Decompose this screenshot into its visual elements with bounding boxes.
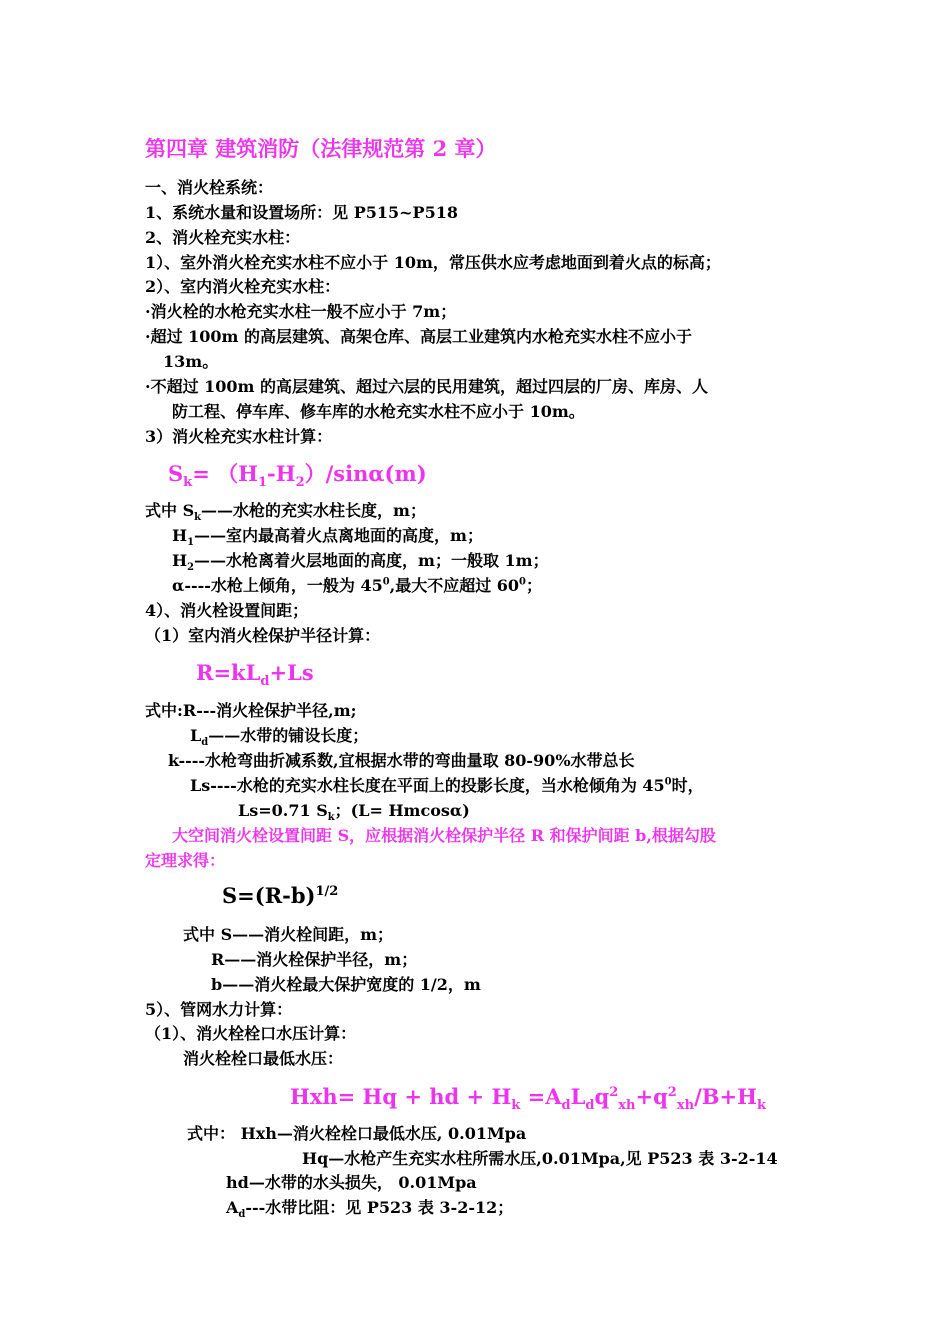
item-indoor-hydrant: 2）、室内消火栓充实水柱： <box>145 277 341 296</box>
def-r: 式中:R---消火栓保护半径,m; <box>145 701 357 720</box>
item-hydrant-spacing: 4）、消火栓设置间距； <box>145 601 309 620</box>
def-ls-formula: Ls=0.71 $S_k$；(L= Hmcosα) <box>238 801 470 824</box>
bullet-10m-line2: 防工程、停车库、修车库的水枪充实水柱不应小于 10m。 <box>172 402 585 421</box>
def-h2: $H_2——$水枪离着火层地面的高度，m；一般取 1m； <box>172 551 549 574</box>
def-ls: Ls----水枪的充实水柱长度在平面上的投影长度，当水枪倾角为 $45^0$时， <box>190 776 704 795</box>
def-b: b——消火栓最大保护宽度的 1/2，m <box>211 975 481 994</box>
item-pipe-calc: 5）、管网水力计算： <box>145 1000 293 1019</box>
item-outdoor-hydrant: 1）、室外消火栓充实水柱不应小于 10m，常压供水应考虑地面到着火点的标高； <box>145 253 721 272</box>
bullet-10m-line1: ·不超过 100m 的高层建筑、超过六层的民用建筑，超过四层的厂房、库房、人 <box>145 377 709 396</box>
def-k: k----水枪弯曲折减系数,宜根据水带的弯曲量取 80-90%水带总长 <box>168 751 635 770</box>
def-sk: 式中 $S_k——$水枪的充实水柱长度，m； <box>145 501 426 524</box>
def-hd: hd—水带的水头损失， 0.01Mpa <box>226 1173 477 1192</box>
def-ad: $A_d---$水带比阻：见 P523 表 3-2-12； <box>226 1198 514 1221</box>
item-water-volume: 1、系统水量和设置场所：见 P515~P518 <box>145 203 458 222</box>
item-water-column: 2、消火栓充实水柱： <box>145 228 301 247</box>
def-h1: $H_1——$室内最高着火点离地面的高度，m； <box>172 526 483 549</box>
def-hq: Hq—水枪产生充实水柱所需水压,0.01Mpa,见 P523 表 3-2-14 <box>302 1149 778 1168</box>
item-outlet-pressure: （1）、消火栓栓口水压计算： <box>145 1024 357 1043</box>
def-hxh: 式中： Hxh—消火栓栓口最低水压, 0.01Mpa <box>187 1124 527 1143</box>
formula-sk: $S_k= (H_1-H_2)/\sin\alpha(m)$ <box>168 461 427 491</box>
def-s: 式中 S——消火栓间距，m； <box>183 925 394 944</box>
formula-hxh: Hxh= Hq + hd + $H_k =A_dL_dq^2_{xh}+q^2_{xh}/B+H_k$ <box>290 1084 766 1114</box>
bullet-7m: ·消火栓的水枪充实水柱一般不应小于 7m； <box>145 302 457 321</box>
item-column-calc: 3）消火栓充实水柱计算： <box>145 427 333 446</box>
item-min-pressure: 消火栓栓口最低水压： <box>183 1049 344 1068</box>
bullet-13m-line1: ·超过 100m 的高层建筑、高架仓库、高层工业建筑内水枪充实水柱不应小于 <box>145 327 693 346</box>
def-r2: R——消火栓保护半径，m； <box>211 950 418 969</box>
formula-r: $R=kL_d+Ls$ <box>196 660 314 690</box>
chapter-title: 第四章 建筑消防（法律规范第 2 章） <box>145 136 497 161</box>
note-large-space-line2: 定理求得： <box>145 851 226 870</box>
formula-s: $S=(R-b)^{1/2}$ <box>222 883 339 908</box>
note-large-space-line1: 大空间消火栓设置间距 S，应根据消火栓保护半径 R 和保护间距 b,根据勾股 <box>172 826 716 845</box>
item-radius-calc: （1）室内消火栓保护半径计算： <box>145 626 381 645</box>
section-hydrant-system: 一、消火栓系统： <box>145 178 274 197</box>
def-ld: $L_d——$水带的铺设长度； <box>190 726 369 749</box>
def-alpha: α----水枪上倾角，一般为 $45^0$,最大不应超过 $60^0$； <box>172 576 542 595</box>
bullet-13m-line2: 13m。 <box>163 352 219 371</box>
